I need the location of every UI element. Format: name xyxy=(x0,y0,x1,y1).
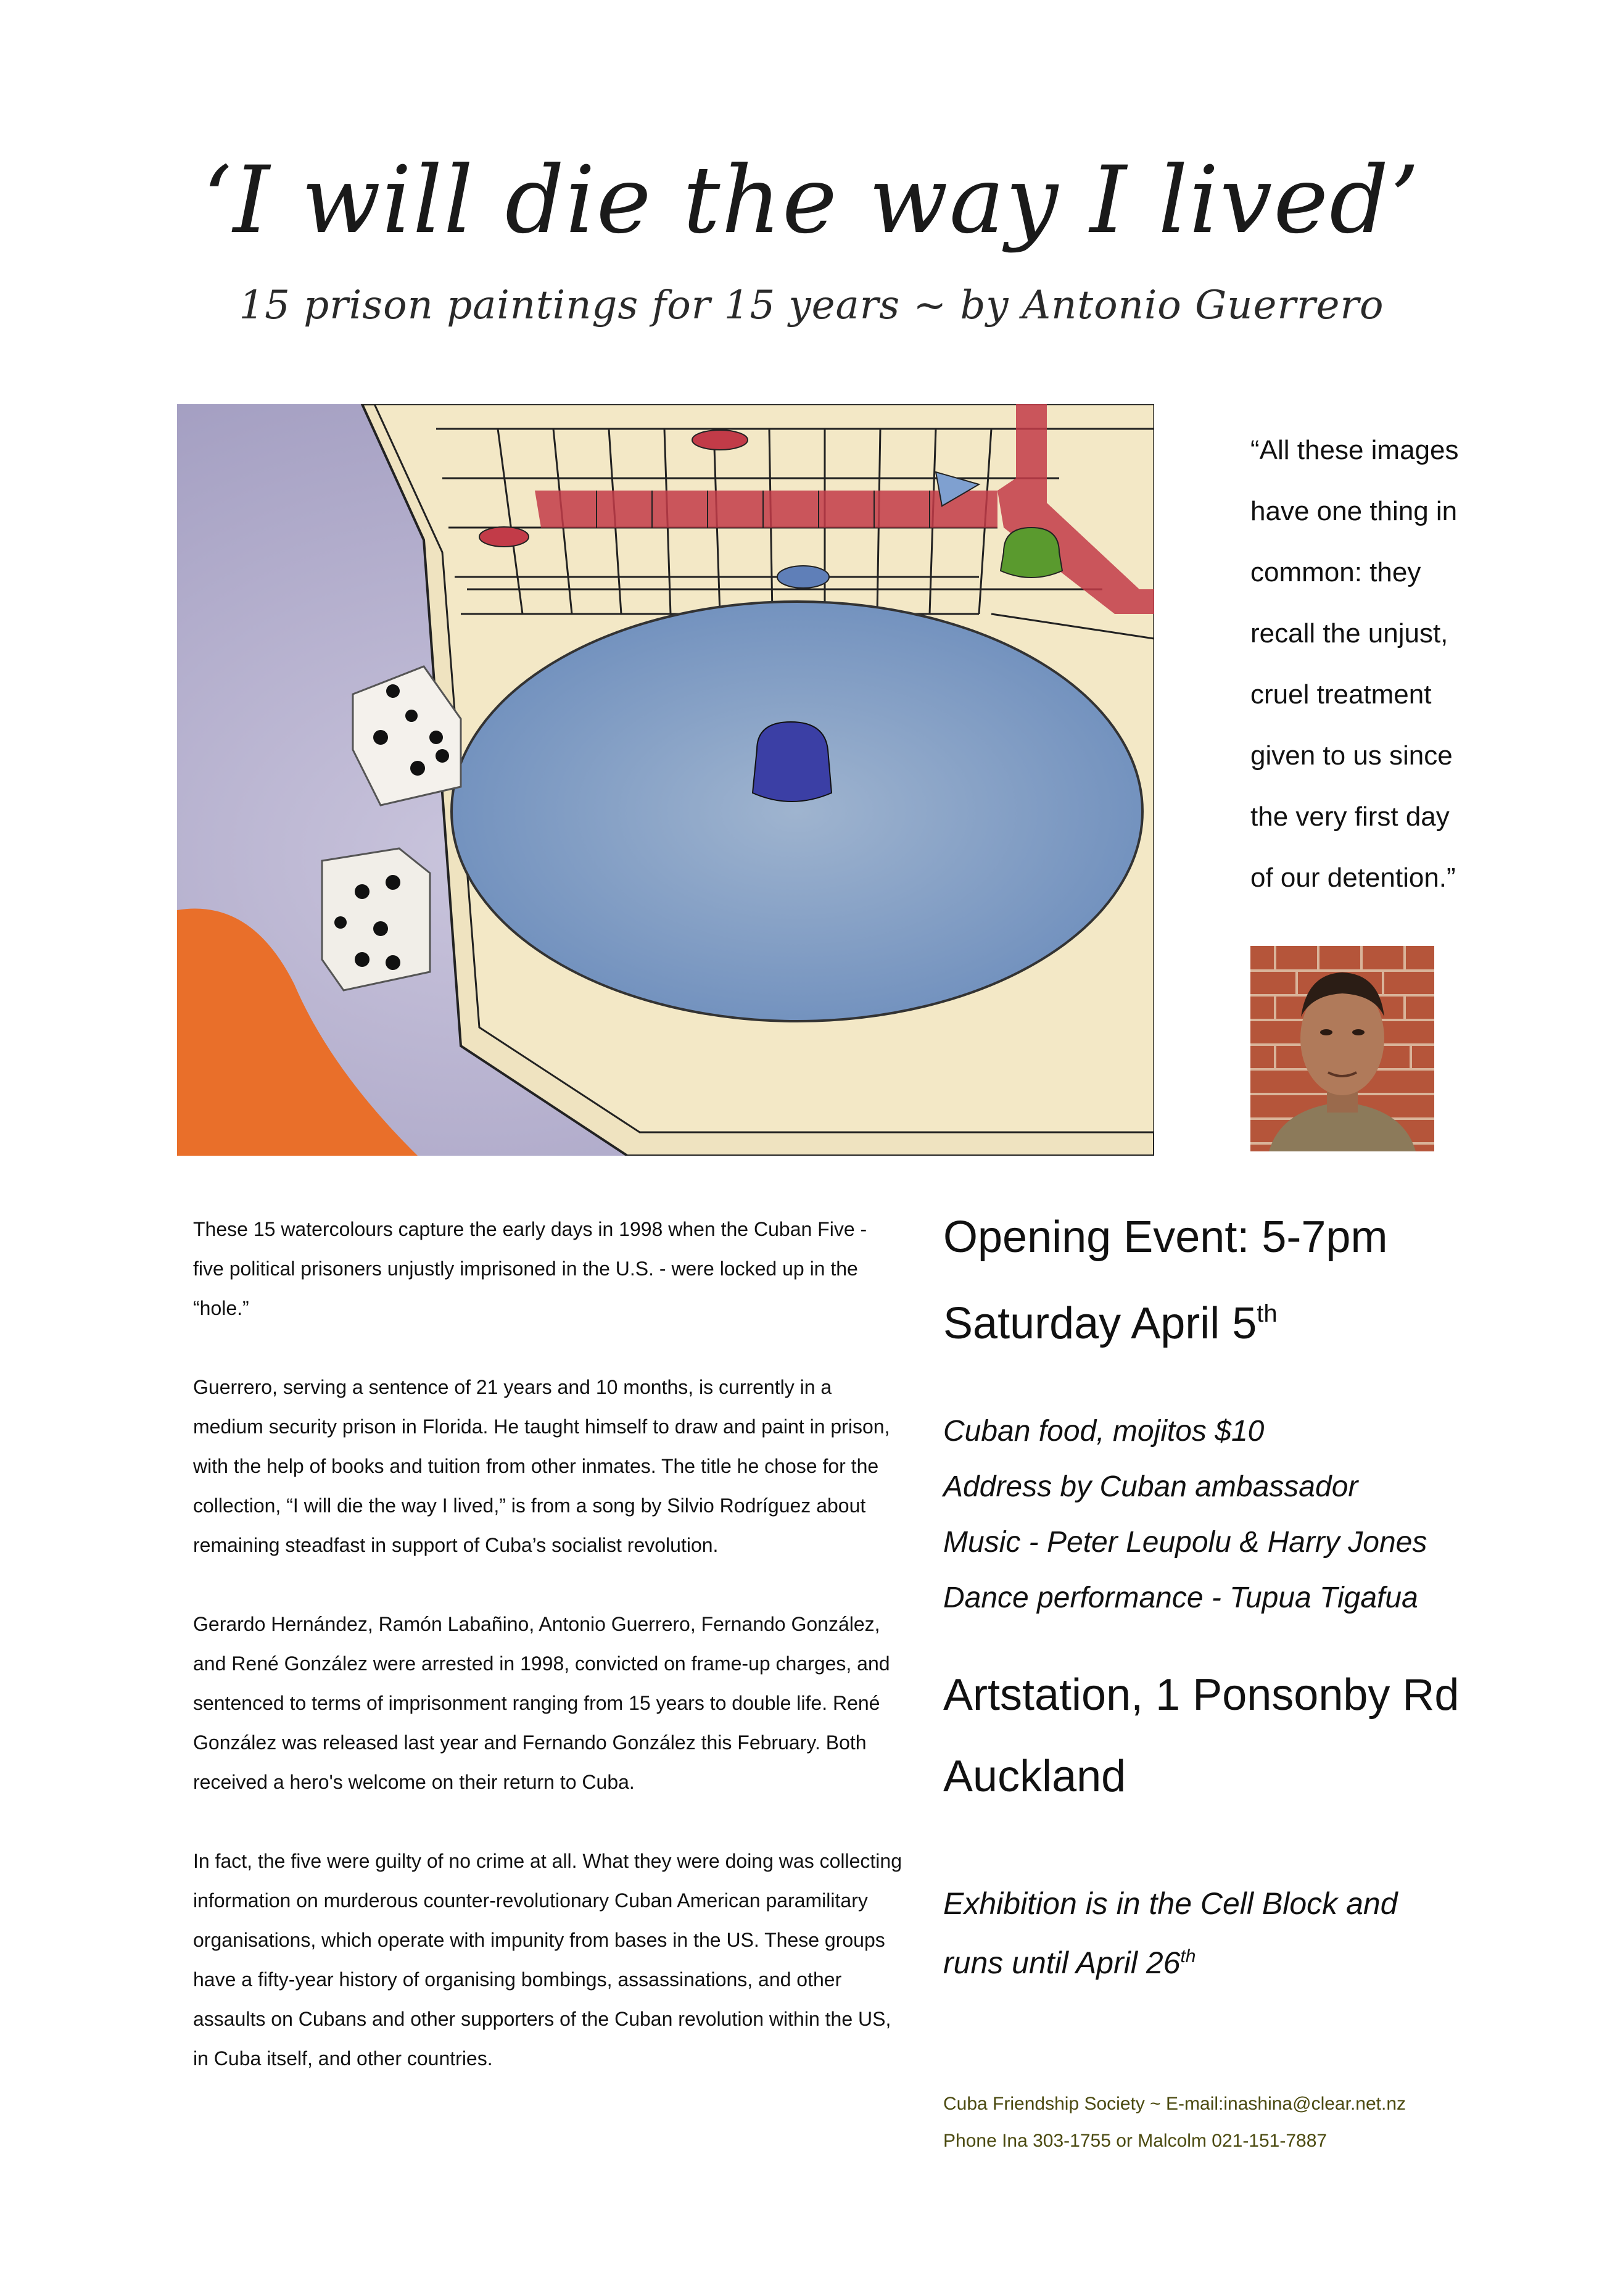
quote-line: the very first day xyxy=(1250,802,1450,832)
quote-line: cruel treatment xyxy=(1250,679,1432,710)
event-details xyxy=(943,1404,1427,1626)
body-paragraph: Guerrero, serving a sentence of 21 years and 10 months, is currently in a medium security prison in Florida. He taught himself to draw and paint in prison, with the help of books and tuition from other inmates. The title he chose for the collection, “I will die the way I lived,” is from a song by Silvio Rodríguez about remaining steadfast in support of Cuba’s socialist revolution. xyxy=(193,1376,890,1556)
exhibition-end-text: runs until April 26 xyxy=(943,1946,1181,1980)
venue-city: Auckland xyxy=(943,1752,1126,1801)
quote-line: of our detention.” xyxy=(1250,863,1456,893)
opening-event-date xyxy=(943,1296,1278,1351)
body-paragraph: In fact, the five were guilty of no crime at all. What they were doing was collecting information on murderous counter-revolutionary Cuban American paramilitary organisations, which operate with impunity from bases in the US. These groups have a fifty-year history of organising bombings, assassinations, and other assaults on Cubans and other supporters of the Cuban revolution within the US, in Cuba itself, and other countries. xyxy=(193,1850,902,2070)
portrait-photo-icon xyxy=(1250,946,1434,1151)
quote-line: have one thing in xyxy=(1250,496,1458,526)
event-detail-item: Cuban food, mojitos $10 xyxy=(943,1415,1265,1448)
poster-subtitle: 15 prison paintings for 15 years ~ by Antonio Guerrero xyxy=(239,283,1384,328)
quote-line: common: they xyxy=(1250,557,1421,587)
exhibition-info-line1: Exhibition is in the Cell Block and xyxy=(943,1886,1398,1921)
event-detail-item: Address by Cuban ambassador xyxy=(943,1470,1358,1503)
poster-title: ‘I will die the way I lived’ xyxy=(202,147,1421,254)
artist-quote xyxy=(1250,420,1584,908)
article-body xyxy=(193,1209,902,2118)
event-date-suffix: th xyxy=(1257,1300,1278,1327)
event-detail-item: Music - Peter Leupolu & Harry Jones xyxy=(943,1526,1427,1559)
event-date-text: Saturday April 5 xyxy=(943,1299,1257,1348)
event-detail-item: Dance performance - Tupua Tigafua xyxy=(943,1581,1418,1614)
exhibition-info-line2 xyxy=(943,1935,1196,1991)
contact-phone: Phone Ina 303-1755 or Malcolm 021-151-7887 xyxy=(943,2131,1328,2151)
quote-line: given to us since xyxy=(1250,740,1453,771)
opening-event-time: Opening Event: 5-7pm xyxy=(943,1212,1388,1262)
body-paragraph: Gerardo Hernández, Ramón Labañino, Antonio Guerrero, Fernando González, and René González were arrested in 1998, convicted on frame-up charges, and sentenced to terms of imprisonment ranging from 15 years to double life. René González was released last year and Fernando González this February. Both received a hero's welcome on their return to Cuba. xyxy=(193,1613,890,1793)
quote-line: “All these images xyxy=(1250,435,1459,465)
board-game-painting xyxy=(177,404,1154,1156)
quote-line: recall the unjust, xyxy=(1250,618,1448,649)
contact-email: Cuba Friendship Society ~ E-mail:inashina@clear.net.nz xyxy=(943,2094,1406,2114)
exhibition-end-suffix: th xyxy=(1180,1946,1196,1967)
body-paragraph: These 15 watercolours capture the early days in 1998 when the Cuban Five - five political prisoners unjustly imprisoned in the U.S. - were locked up in the “hole.” xyxy=(193,1218,867,1319)
venue-address: Artstation, 1 Ponsonby Rd xyxy=(943,1670,1460,1720)
game-board-icon xyxy=(177,404,1154,1156)
artist-portrait xyxy=(1250,946,1434,1151)
